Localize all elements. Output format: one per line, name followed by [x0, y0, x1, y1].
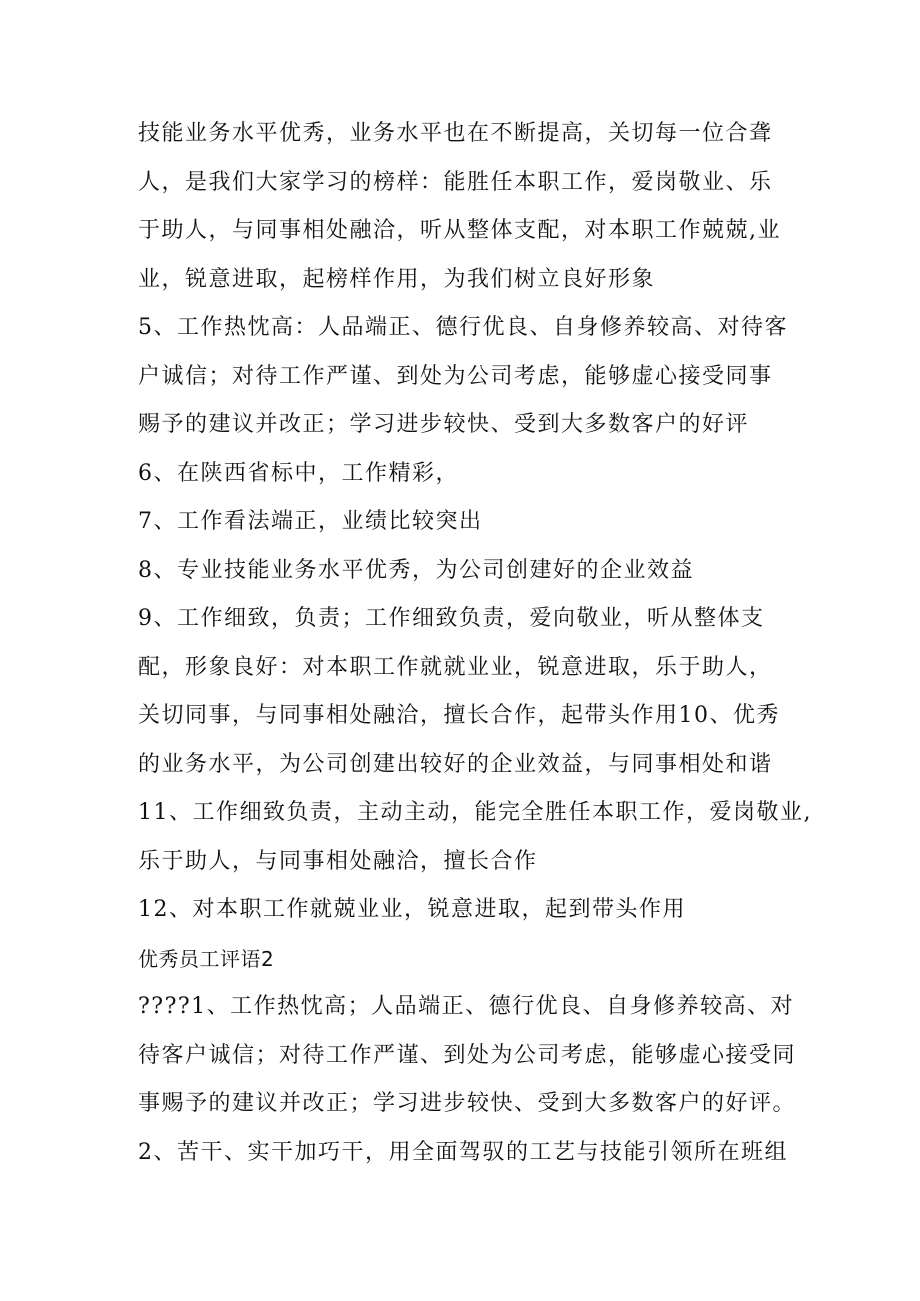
- text-line: 技能业务水平优秀，业务水平也在不断提高，关切每一位合聋: [138, 121, 773, 146]
- text-line: 6、在陕西省标中，工作精彩，: [138, 460, 459, 486]
- text-line: ????1、工作热忱高；人品端正、德行优良、自身修养较高、对: [138, 994, 795, 1019]
- text-line: 7、工作看法端正，业绩比较突出: [138, 509, 483, 534]
- text-line: 8、专业技能业务水平优秀，为公司创建好的企业效益: [138, 557, 694, 583]
- text-line: 于助人，与同事相处融洽，听从整体支配，对本职工作兢兢,业: [138, 218, 781, 243]
- text-line: 2、苦干、实干加巧干，用全面驾驭的工艺与技能引领所在班组: [138, 1139, 788, 1165]
- text-line: 9、工作细致，负责；工作细致负责，爱向敬业，听从整体支: [138, 606, 765, 631]
- text-line: 12、对本职工作就兢业业，锐意进取，起到带头作用: [138, 897, 686, 922]
- document-body: [138, 110, 812, 1177]
- text-line: 事赐予的建议并改正；学习进步较快、受到大多数客户的好评。: [138, 1091, 797, 1116]
- text-line: 待客户诚信；对待工作严谨、到处为公司考虑，能够虚心接受同: [138, 1042, 797, 1068]
- text-line: 11、工作细致负责，主动主动，能完全胜任本职工作，爱岗敬业,: [138, 800, 812, 825]
- text-line: 赐予的建议并改正；学习进步较快、受到大多数客户的好评: [138, 412, 750, 437]
- text-line: 人，是我们大家学习的榜样：能胜任本职工作，爱岗敬业、乐: [138, 169, 773, 195]
- text-line: 配，形象良好：对本职工作就就业业，锐意进取，乐于助人，: [138, 654, 773, 680]
- text-line: 户诚信；对待工作严谨、到处为公司考虑，能够虚心接受同事: [138, 363, 773, 389]
- text-line: 5、工作热忱高：人品端正、德行优良、自身修养较高、对待客: [138, 315, 788, 340]
- section-heading: 优秀员工评语2: [138, 946, 275, 971]
- text-line: 乐于助人，与同事相处融洽，擅长合作: [138, 848, 538, 874]
- text-line: 关切同事，与同事相处融洽，擅长合作，起带头作用10、优秀: [138, 703, 780, 728]
- text-line: 业，锐意进取，起榜样作用，为我们树立良好形象: [138, 266, 656, 292]
- text-line: 的业务水平，为公司创建出较好的企业效益，与同事相处和谐: [138, 751, 773, 777]
